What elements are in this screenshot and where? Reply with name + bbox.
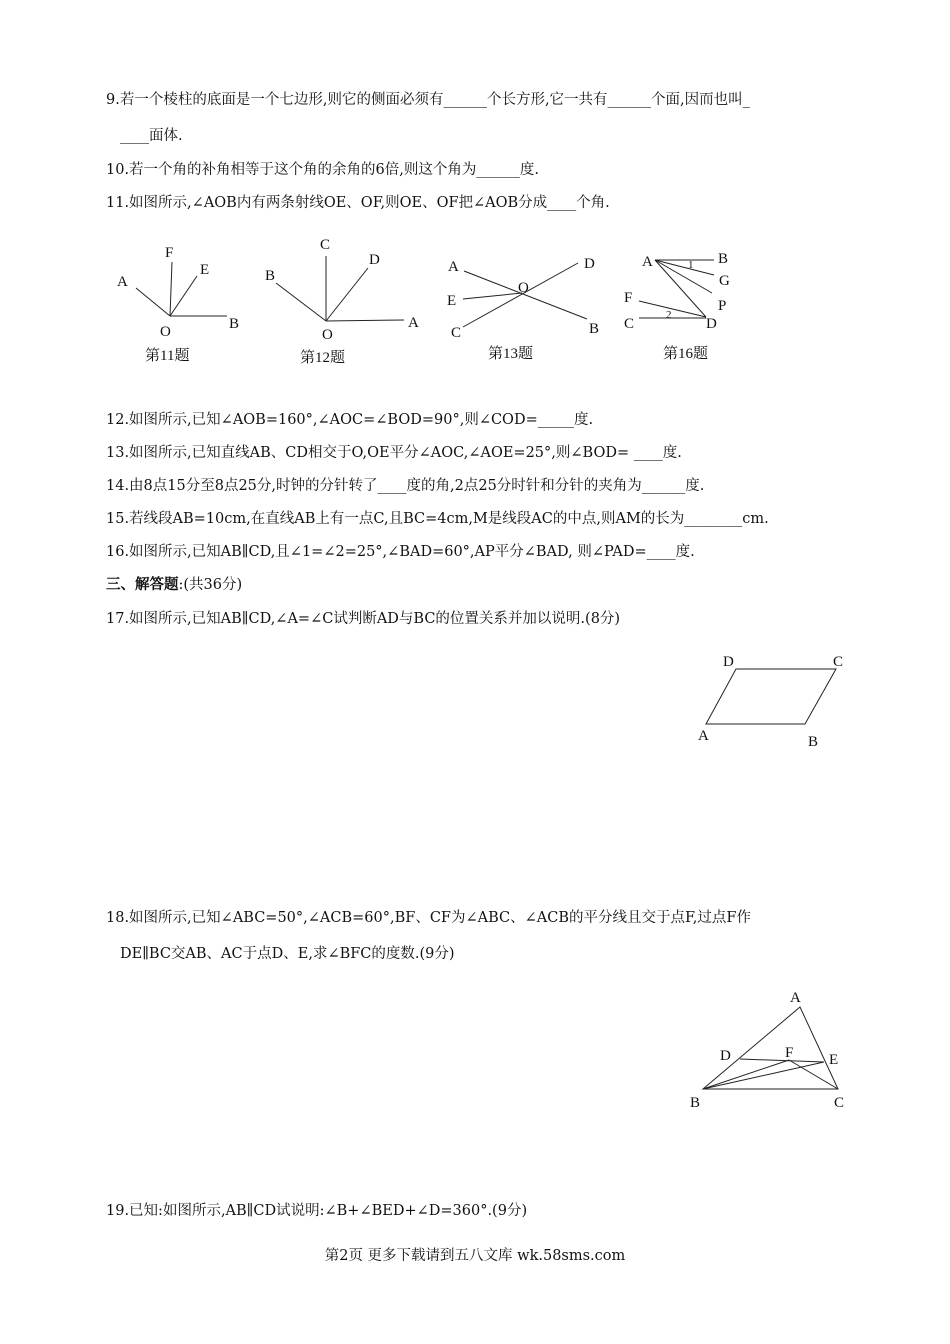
fig16-label-P: P	[718, 298, 727, 314]
fig17-label-B: B	[808, 734, 819, 750]
page-footer: 第2页 更多下载请到五八文库 wk.58sms.com	[324, 1248, 626, 1264]
figure-17-parallelogram	[706, 669, 836, 724]
fig16-label-F: F	[624, 290, 633, 306]
fig16-label-G: G	[719, 273, 730, 289]
fig18-label-A: A	[790, 990, 801, 1006]
fig17-label-D: D	[723, 654, 734, 670]
fig17-label-A: A	[698, 728, 709, 744]
fig18-label-F: F	[785, 1045, 794, 1061]
fig12-label-O: O	[322, 327, 333, 343]
fig12-caption: 第12题	[300, 350, 346, 366]
figure-11-lines	[136, 262, 227, 316]
fig18-label-B: B	[690, 1095, 701, 1111]
question-9-continued: ____面体.	[120, 128, 183, 144]
fig13-label-O: O	[518, 280, 529, 296]
fig12-label-B: B	[265, 268, 276, 284]
fig13-caption: 第13题	[488, 346, 534, 362]
fig18-label-D: D	[720, 1048, 731, 1064]
fig13-label-E: E	[447, 293, 457, 309]
fig16-label-C: C	[624, 316, 635, 332]
question-10: 10.若一个角的补角相等于这个角的余角的6倍,则这个角为______度.	[106, 162, 540, 178]
fig12-label-C: C	[320, 237, 331, 253]
fig13-label-B: B	[589, 321, 600, 337]
fig16-label-2: 2	[666, 309, 672, 321]
fig17-label-C: C	[833, 654, 844, 670]
question-15: 15.若线段AB=10cm,在直线AB上有一点C,且BC=4cm,M是线段AC的中点,则AM的长为________cm.	[106, 511, 769, 527]
question-17: 17.如图所示,已知AB∥CD,∠A=∠C试判断AD与BC的位置关系并加以说明.(8分)	[106, 611, 621, 627]
figure-12-lines	[276, 256, 404, 321]
fig11-label-F: F	[165, 245, 174, 261]
question-14: 14.由8点15分至8点25分,时钟的分针转了____度的角,2点25分时针和分针的夹角为______度.	[106, 478, 705, 494]
question-12: 12.如图所示,已知∠AOB=160°,∠AOC=∠BOD=90°,则∠COD=_____度.	[106, 412, 594, 428]
question-9: 9.若一个棱柱的底面是一个七边形,则它的侧面必须有______个长方形,它一共有______个面,因而也叫_	[106, 92, 750, 108]
fig11-label-E: E	[200, 262, 210, 278]
fig16-label-B: B	[718, 251, 729, 267]
question-11: 11.如图所示,∠AOB内有两条射线OE、OF,则OE、OF把∠AOB分成____个角.	[106, 195, 610, 211]
fig12-label-D: D	[369, 252, 380, 268]
section-3-title: 三、解答题	[106, 576, 179, 593]
fig16-label-1: 1	[688, 259, 694, 271]
fig11-label-B: B	[229, 316, 240, 332]
section-3-score: :(共36分)	[178, 577, 243, 593]
fig13-label-C: C	[451, 325, 462, 341]
question-18: 18.如图所示,已知∠ABC=50°,∠ACB=60°,BF、CF为∠ABC、∠ACB的平分线且交于点F,过点F作	[106, 910, 751, 926]
fig16-label-D: D	[706, 316, 717, 332]
fig18-label-E: E	[829, 1052, 839, 1068]
fig11-caption: 第11题	[145, 348, 190, 364]
fig16-label-A: A	[642, 254, 653, 270]
fig11-label-A: A	[117, 274, 128, 290]
question-13: 13.如图所示,已知直线AB、CD相交于O,OE平分∠AOC,∠AOE=25°,则∠BOD= ____度.	[106, 445, 682, 461]
fig11-label-O: O	[160, 324, 171, 340]
question-19: 19.已知:如图所示,AB∥CD试说明:∠B+∠BED+∠D=360°.(9分)	[106, 1203, 528, 1219]
fig18-label-C: C	[834, 1095, 845, 1111]
fig13-label-D: D	[584, 256, 595, 272]
question-16: 16.如图所示,已知AB∥CD,且∠1=∠2=25°,∠BAD=60°,AP平分∠BAD, 则∠PAD=____度.	[106, 544, 695, 560]
question-18-continued: DE∥BC交AB、AC于点D、E,求∠BFC的度数.(9分)	[120, 946, 455, 962]
fig16-caption: 第16题	[663, 346, 709, 362]
fig13-label-A: A	[448, 259, 459, 275]
fig12-label-A: A	[408, 315, 419, 331]
